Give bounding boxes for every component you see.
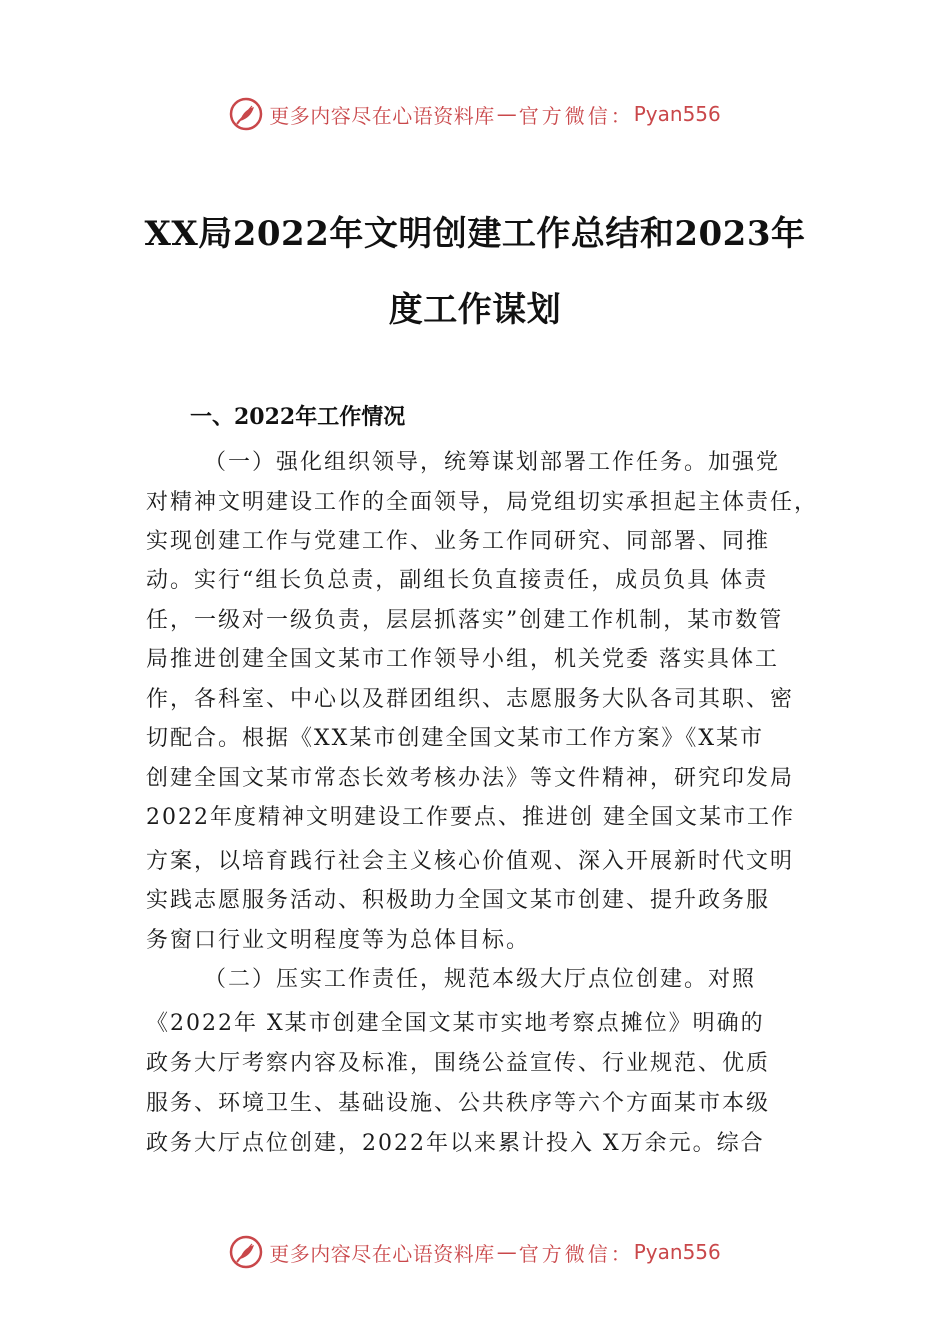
banner-dash: — (496, 102, 517, 126)
body-line: 务窗口行业文明程度等为总体目标。 (146, 928, 531, 953)
banner-wechat-id: Pyan556 (633, 102, 721, 126)
body-line: （二）压实工作责任，规范本级大厅点位创建。对照 (204, 967, 757, 992)
feather-pen-logo-icon (229, 97, 263, 131)
body-line: 任，一级对一级负责，层层抓落实”创建工作机制，某市数管 (146, 608, 784, 633)
section-heading: 一、2022年工作情况 (190, 404, 406, 430)
body-line: 局推进创建全国文某市工作领导小组，机关党委 落实具体工 (146, 647, 779, 672)
body-line: （一）强化组织领导，统筹谋划部署工作任务。加强党 (204, 450, 781, 475)
body-line: 对精神文明建设工作的全面领导，局党组切实承担起主体责任， (146, 490, 819, 515)
body-line: 实现创建工作与党建工作、业务工作同研究、同部署、同推 (146, 529, 771, 554)
body-line: 政务大厅考察内容及标准，围绕公益宣传、行业规范、优质 (146, 1051, 771, 1076)
body-line: 创建全国文某市常态长效考核办法》等文件精神，研究印发局 (146, 766, 795, 791)
body-line: 实践志愿服务活动、积极助力全国文某市创建、提升政务服 (146, 888, 771, 913)
banner-brand-text: 更多内容尽在心语资料库 (269, 103, 495, 128)
body-line: 切配合。根据《XX某市创建全国文某市工作方案》《X某市 (146, 726, 764, 751)
footer-brand-text: 更多内容尽在心语资料库 (269, 1241, 495, 1266)
document-title-line-1: XX局2022年文明创建工作总结和2023年 (144, 214, 806, 254)
body-line: 政务大厅点位创建，2022年以来累计投入 X万余元。综合 (146, 1131, 765, 1156)
body-line: 服务、环境卫生、基础设施、公共秩序等六个方面某市本级 (146, 1091, 771, 1116)
body-line: 动。实行“组长负总责，副组长负直接责任，成员负具 体责 (146, 568, 769, 593)
footer-wechat-label: 官方微信： (518, 1241, 634, 1266)
footer-dash: — (496, 1240, 517, 1264)
footer-wechat-id: Pyan556 (633, 1240, 721, 1264)
feather-pen-logo-icon (229, 1235, 263, 1269)
body-line: 2022年度精神文明建设工作要点、推进创 建全国文某市工作 (146, 805, 795, 830)
header-banner (0, 94, 950, 134)
body-line: 《2022年 X某市创建全国文某市实地考察点摊位》明确的 (146, 1011, 765, 1036)
body-line: 方案，以培育践行社会主义核心价值观、深入开展新时代文明 (146, 849, 795, 874)
body-line: 作，各科室、中心以及群团组织、志愿服务大队各司其职、密 (146, 687, 795, 712)
footer-banner (0, 1232, 950, 1272)
document-title-line-2: 度工作谋划 (388, 290, 562, 330)
banner-wechat-label: 官方微信： (518, 103, 634, 128)
